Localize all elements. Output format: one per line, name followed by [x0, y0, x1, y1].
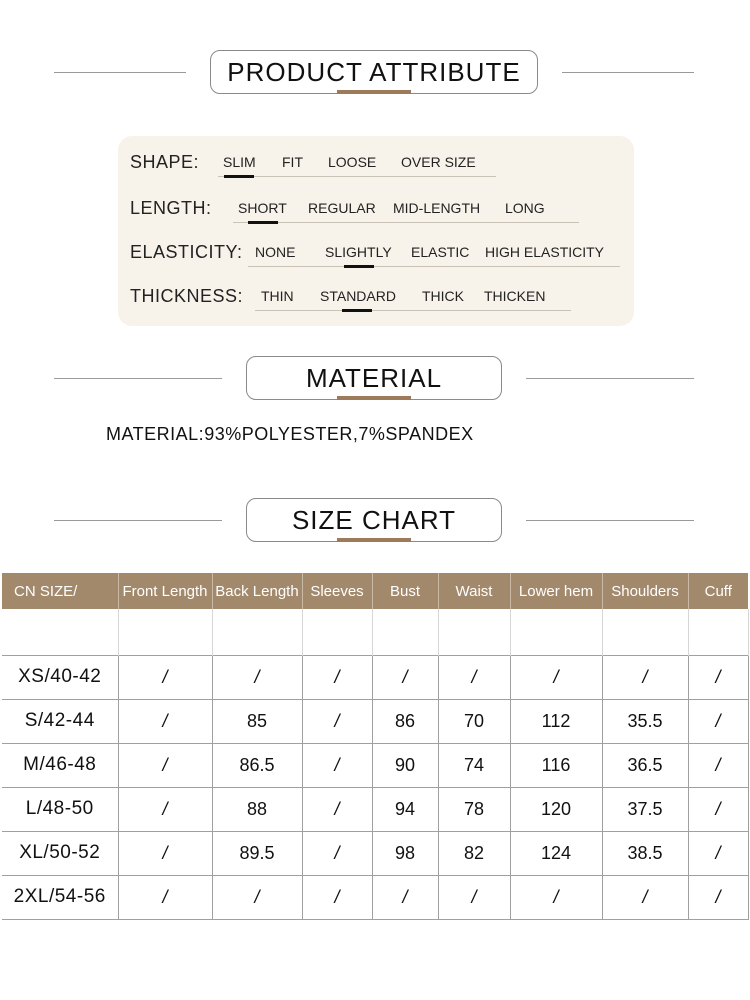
measurement-cell: / [602, 655, 688, 699]
measurement-cell: 89.5 [212, 831, 302, 875]
selected-indicator [344, 265, 374, 268]
header-shoulders: Shoulders [602, 573, 688, 609]
option-baseline [255, 310, 571, 311]
section-title-pill [246, 356, 502, 400]
measurement-cell: / [212, 655, 302, 699]
option-slightly: SLIGHTLY [325, 244, 392, 260]
option-thicken: THICKEN [484, 288, 546, 304]
measurement-cell: / [438, 655, 510, 699]
section-title: PRODUCT ATTRIBUTE [227, 56, 521, 87]
table-row [2, 875, 748, 919]
measurement-cell: / [302, 875, 372, 919]
table-row [2, 699, 748, 743]
section-title-pill [210, 50, 538, 94]
option-high-elasticity: HIGH ELASTICITY [485, 244, 605, 260]
measurement-cell: / [118, 655, 212, 699]
option-loose: LOOSE [328, 154, 377, 170]
header-lower-hem: Lower hem [510, 573, 602, 609]
measurement-cell: / [688, 787, 748, 831]
selected-indicator [342, 309, 372, 312]
option-short: SHORT [238, 200, 287, 216]
title-accent-bar [337, 396, 411, 400]
measurement-cell: / [302, 831, 372, 875]
divider-left [54, 378, 222, 379]
attribute-row-shape [118, 148, 634, 178]
measurement-cell: / [688, 743, 748, 787]
measurement-cell: 82 [438, 831, 510, 875]
header-back-length: Back Length [212, 573, 302, 609]
size-cell: L/48-50 [2, 787, 118, 831]
measurement-cell: 70 [438, 699, 510, 743]
size-cell: S/42-44 [2, 699, 118, 743]
measurement-cell: / [212, 875, 302, 919]
measurement-cell: 38.5 [602, 831, 688, 875]
attribute-label: THICKNESS: [130, 286, 244, 306]
measurement-cell: / [118, 699, 212, 743]
measurement-cell: / [510, 875, 602, 919]
attribute-row-length [118, 194, 634, 224]
measurement-cell: / [118, 875, 212, 919]
measurement-cell: 86.5 [212, 743, 302, 787]
option-standard: STANDARD [320, 288, 396, 304]
selected-indicator [224, 175, 254, 178]
attribute-label: SHAPE: [130, 152, 200, 172]
measurement-cell: 85 [212, 699, 302, 743]
table-row [2, 787, 748, 831]
measurement-cell: / [688, 699, 748, 743]
measurement-cell: 74 [438, 743, 510, 787]
attribute-row-thickness [118, 282, 634, 312]
attribute-panel [118, 136, 634, 326]
measurement-cell: 35.5 [602, 699, 688, 743]
option-none: NONE [255, 244, 296, 260]
measurement-cell: 94 [372, 787, 438, 831]
measurement-cell: 90 [372, 743, 438, 787]
size-cell: XS/40-42 [2, 655, 118, 699]
option-regular: REGULAR [308, 200, 376, 216]
measurement-cell: 120 [510, 787, 602, 831]
option-long: LONG [505, 200, 545, 216]
title-accent-bar [337, 90, 411, 94]
measurement-cell: 88 [212, 787, 302, 831]
size-cell: XL/50-52 [2, 831, 118, 875]
option-elastic: ELASTIC [411, 244, 470, 260]
table-row [2, 743, 748, 787]
measurement-cell: / [302, 699, 372, 743]
size-chart-table [2, 573, 749, 920]
measurement-cell: 37.5 [602, 787, 688, 831]
divider-left [54, 520, 222, 521]
title-accent-bar [337, 538, 411, 542]
table-row [2, 655, 748, 699]
measurement-cell: 98 [372, 831, 438, 875]
material-header [0, 356, 750, 402]
section-title-pill [246, 498, 502, 542]
divider-left [54, 72, 186, 73]
measurement-cell: 36.5 [602, 743, 688, 787]
measurement-cell: / [302, 743, 372, 787]
header-sleeves: Sleeves [302, 573, 372, 609]
measurement-cell: 124 [510, 831, 602, 875]
measurement-cell: 112 [510, 699, 602, 743]
measurement-cell: / [602, 875, 688, 919]
material-value: 93%POLYESTER,7%SPANDEX [204, 424, 474, 444]
measurement-cell: 78 [438, 787, 510, 831]
measurement-cell: 86 [372, 699, 438, 743]
option-thin: THIN [261, 288, 294, 304]
header-waist: Waist [438, 573, 510, 609]
option-baseline [248, 266, 620, 267]
option-baseline [218, 176, 496, 177]
table-row [2, 831, 748, 875]
material-composition [106, 424, 474, 445]
table-spacer-row [2, 609, 748, 655]
size-chart-header [0, 498, 750, 544]
size-cell: 2XL/54-56 [2, 875, 118, 919]
measurement-cell: / [302, 655, 372, 699]
attribute-label: ELASTICITY: [130, 242, 243, 262]
measurement-cell: / [438, 875, 510, 919]
option-fit: FIT [282, 154, 303, 170]
table-header-row [2, 573, 748, 609]
measurement-cell: / [372, 875, 438, 919]
measurement-cell: / [688, 655, 748, 699]
section-title: SIZE CHART [291, 504, 457, 535]
option-mid-length: MID-LENGTH [393, 200, 481, 216]
header-front-length: Front Length [118, 573, 212, 609]
attribute-label: LENGTH: [130, 198, 212, 218]
measurement-cell: / [118, 787, 212, 831]
measurement-cell: 116 [510, 743, 602, 787]
size-cell: M/46-48 [2, 743, 118, 787]
header-size: CN SIZE/ [2, 573, 118, 609]
product-attribute-header [0, 50, 750, 96]
divider-right [562, 72, 694, 73]
section-title: MATERIAL [305, 362, 443, 393]
measurement-cell: / [118, 831, 212, 875]
measurement-cell: / [510, 655, 602, 699]
divider-right [526, 520, 694, 521]
measurement-cell: / [302, 787, 372, 831]
option-baseline [233, 222, 579, 223]
measurement-cell: / [688, 831, 748, 875]
option-slim: SLIM [223, 154, 256, 170]
selected-indicator [248, 221, 278, 224]
header-bust: Bust [372, 573, 438, 609]
attribute-row-elasticity [118, 238, 634, 268]
option-thick: THICK [422, 288, 464, 304]
material-label: MATERIAL: [106, 424, 205, 444]
divider-right [526, 378, 694, 379]
measurement-cell: / [688, 875, 748, 919]
option-over-size: OVER SIZE [401, 154, 476, 170]
header-cuff: Cuff [688, 573, 748, 609]
measurement-cell: / [372, 655, 438, 699]
measurement-cell: / [118, 743, 212, 787]
